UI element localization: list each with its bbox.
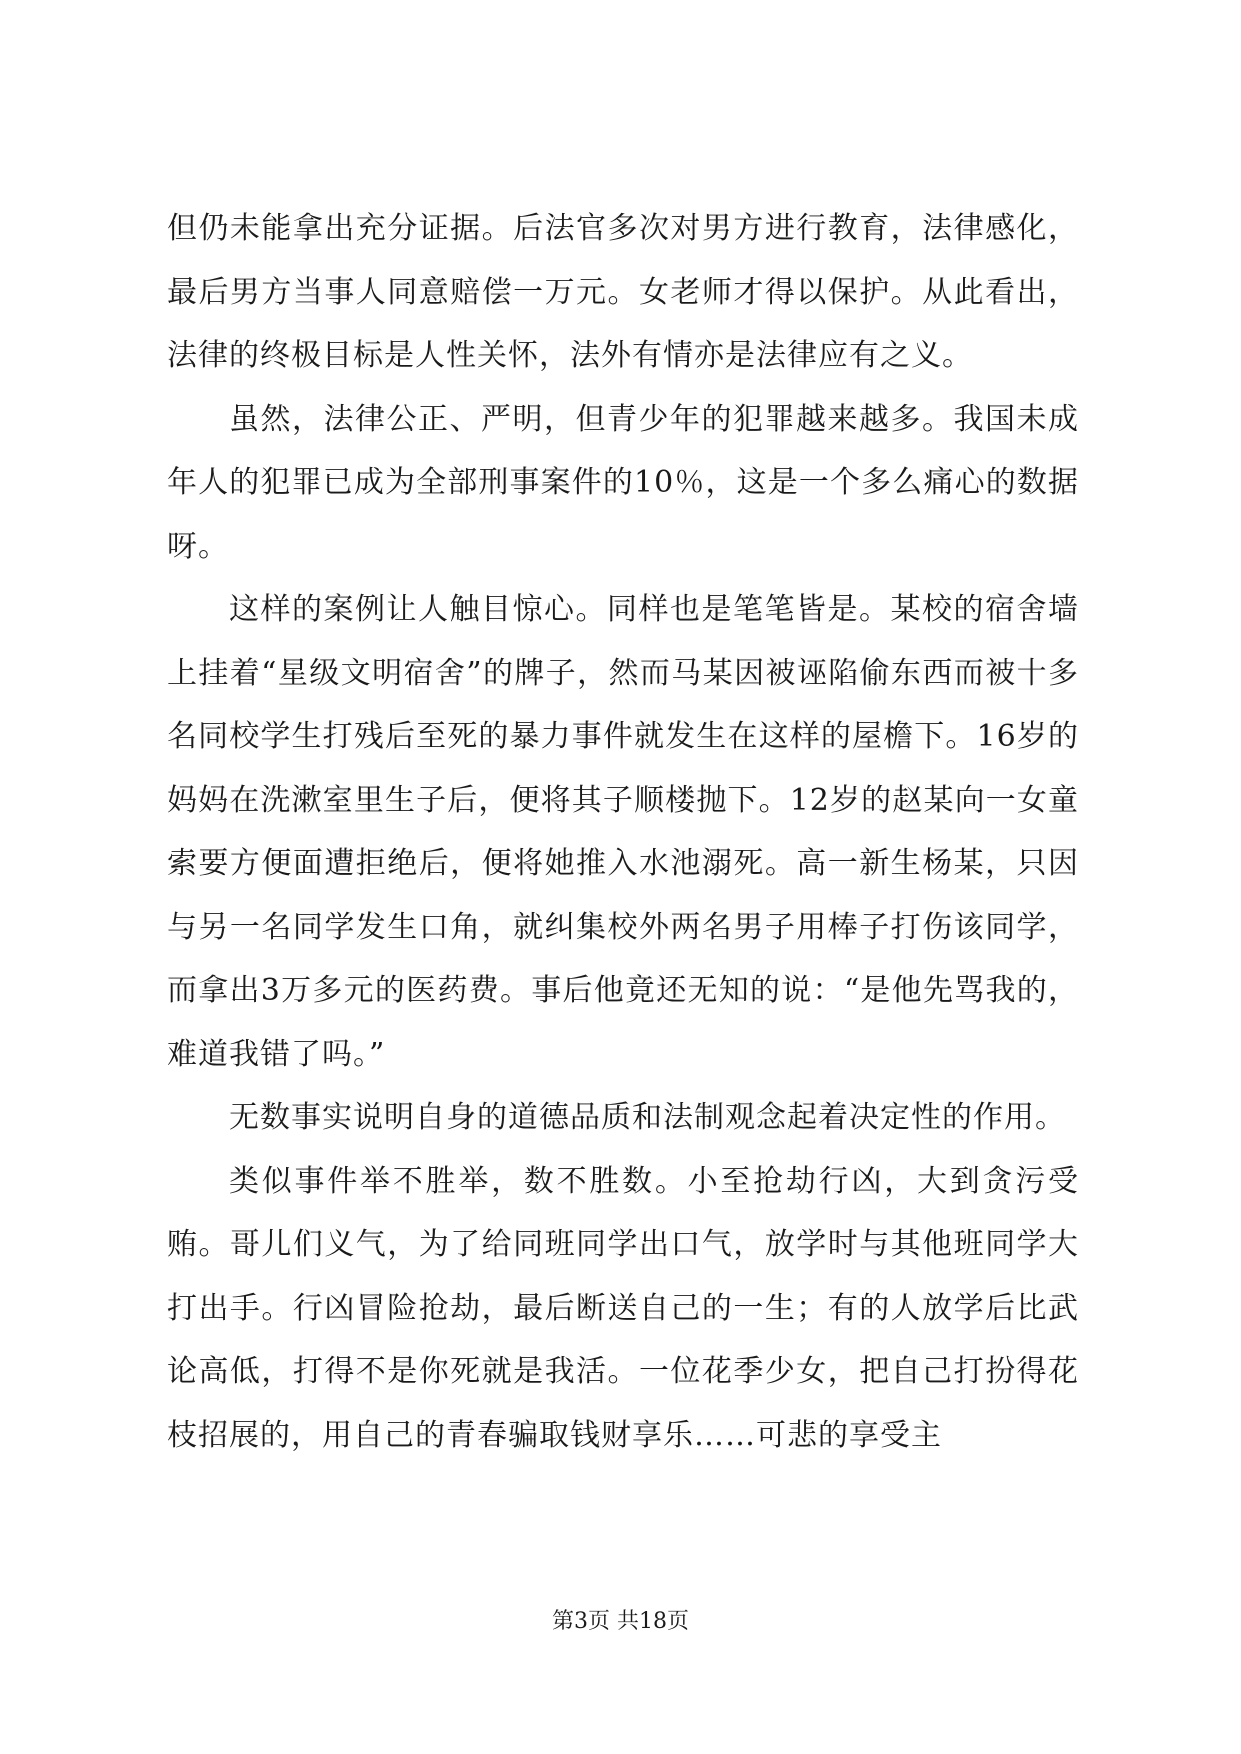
paragraph-4: 无数事实说明自身的道德品质和法制观念起着决定性的作用。 bbox=[229, 1100, 1066, 1135]
document-body bbox=[167, 197, 1079, 1467]
paragraph-3: 这样的案例让人触目惊心。同样也是笔笔皆是。某校的宿舍墙上挂着“星级文明宿舍”的牌子，然而马某因被诬陷偷东西而被十多名同校学生打残后至死的暴力事件就发生在这样的屋檐下。16岁的妈妈在洗漱室里生子后，便将其子顺楼抛下。12岁的赵某向一女童索要方便面遭拒绝后，便将她推入水池溺死。高一新生杨某，只因与另一名同学发生口角，就纠集校外两名男子用棒子打伤该同学，而拿出3万多元的医药费。事后他竟还无知的说：“是他先骂我的，难道我错了吗。” bbox=[167, 592, 1079, 1072]
paragraph-1: 但仍未能拿出充分证据。后法官多次对男方进行教育，法律感化，最后男方当事人同意赔偿一万元。女老师才得以保护。从此看出，法律的终极目标是人性关怀，法外有情亦是法律应有之义。 bbox=[167, 211, 1079, 373]
paragraph-2: 虽然，法律公正、严明，但青少年的犯罪越来越多。我国未成年人的犯罪已成为全部刑事案件的10％，这是一个多么痛心的数据呀。 bbox=[167, 401, 1079, 564]
page-number-footer: 第3页 共18页 bbox=[552, 1609, 689, 1634]
paragraph-5: 类似事件举不胜举，数不胜数。小至抢劫行凶，大到贪污受贿。哥儿们义气，为了给同班同学出口气，放学时与其他班同学大打出手。行凶冒险抢劫，最后断送自己的一生；有的人放学后比武论高低，打得不是你死就是我活。一位花季少女，把自己打扮得花枝招展的，用自己的青春骗取钱财享乐……可悲的享受主 bbox=[167, 1163, 1079, 1453]
